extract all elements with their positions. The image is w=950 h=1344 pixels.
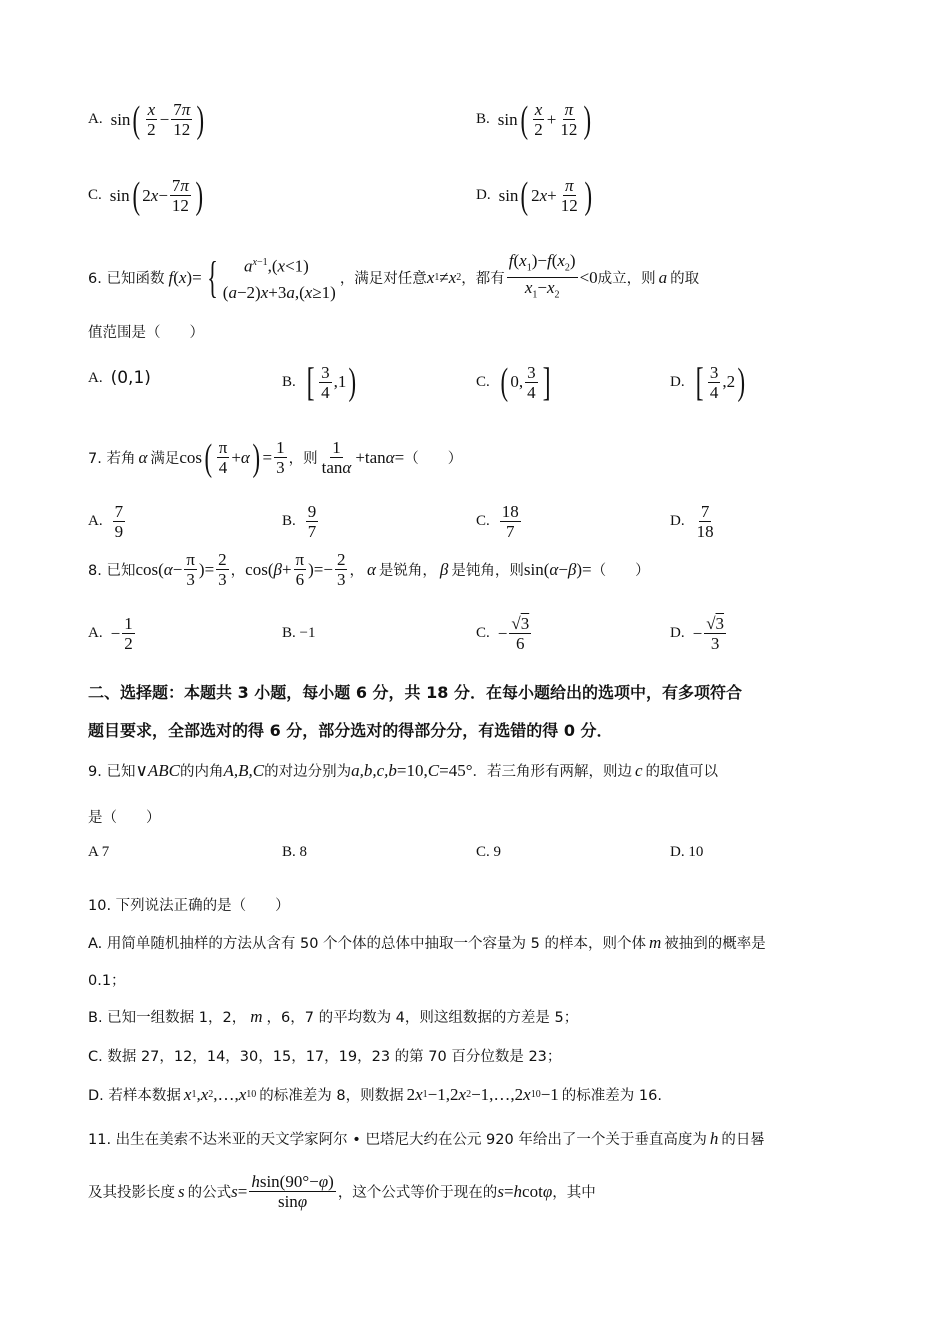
q6-stem-c: ，都有 [461,271,505,288]
q11-line1b-text: 的日晷 [721,1132,765,1148]
q5-c-expr: sin ( 2 x − $\frac{7\pi}{12}$ ) [109,174,204,217]
q7-a-num: 7 [114,502,124,521]
q9-option-a[interactable] [88,844,109,861]
q7-stem [88,438,462,477]
q11-line2b-text: 的公式 [187,1185,232,1201]
q6-stem-d: 成立，则 [597,271,656,288]
q7-option-c[interactable] [476,502,523,541]
q10-d-transformed: 2 x 1 −1,2 x 2 −1,…,2 x 10 −1 [406,1084,559,1104]
q8-stem-a: 8. 已知 [88,563,136,579]
q6-c-expr: ( 0, $\frac{3}{4}$ ] [500,359,551,404]
q9-stem-c: 的对边分别为 [264,764,352,780]
q7-option-a[interactable] [88,502,127,541]
option-label: A. [88,111,103,127]
q6-stem-line2 [88,321,204,342]
q6-a-expr: (0,1) [110,368,151,388]
q10-d-part3: 的标准差为 16. [561,1088,662,1104]
q9-stem-e: 的取值可以 [645,764,719,780]
q7-condition: cos ( $\frac{\pi}{4}$ + α ) = $\frac{1}{3}$ [179,436,285,479]
q6-var-a: a [658,267,668,287]
q6-condition: x 1 ≠ x 2 [426,267,462,287]
q10-option-d[interactable] [88,1084,662,1105]
option-label: B. [476,111,490,127]
q7-c-num: 18 [501,502,519,521]
section2-heading-line1 [88,680,742,703]
q9-stem-d: ．若三角形有两解，则边 [472,764,632,780]
q11-line2a-text: 及其投影长度 [88,1185,175,1201]
q8-alpha: α [366,559,376,579]
q11-line1 [88,1128,765,1149]
q9-triangle: ∨ ABC [135,760,181,780]
option-label: C. [476,625,490,641]
q10-a-part2: 被抽到的概率是 [664,936,766,952]
option-label: A 7 [88,844,110,860]
q8-option-d[interactable] [670,614,728,653]
q5-option-a[interactable] [88,100,207,139]
option-label: C. [476,513,490,529]
q11-formula: s = $\frac{hsin(90^\circ-\varphi)}{\sin\varphi}$ [231,1172,334,1211]
q5-option-d[interactable] [476,176,594,215]
q6-b-expr: [ $\frac{3}{4}$ ,1 ) [306,359,357,404]
option-label: C. [88,187,102,203]
q6-stem-e: 的取 [670,271,700,288]
q10-d-part2: 的标准差为 8，则数据 [259,1088,404,1104]
q11-line2 [88,1172,596,1211]
q6-function-def: f ( x )= { $a^{x-1},(x<1)$ (a−2)x+3a,(x≥1) [168,252,336,302]
q7-option-b[interactable] [282,502,320,541]
q8-stem-b: ， [230,563,246,579]
q9-stem [88,760,718,781]
option-label: C. [476,373,490,390]
q5-option-b[interactable] [476,100,594,139]
q6-inequality: $\frac{f(x_1)-f(x_2)}{x_1-x_2}$ <0 [508,250,598,301]
q10-option-a[interactable] [88,932,766,953]
q6-d-expr: [ $\frac{3}{4}$ ,2 ) [695,359,746,404]
q5-a-expr: sin ( $\frac{x}{2}$ − $\frac{7\pi}{12}$ ) [110,98,205,141]
q9-option-b[interactable] [282,844,307,861]
q10-stem-text: 10. 下列说法正确的是（ ） [88,898,290,914]
q7-stem-a: 7. 若角 [88,451,136,467]
q7-d-num: 7 [700,502,710,521]
q11-var-s: s [178,1181,185,1201]
q11-line2c-text: ，这个公式等价于现在的 [337,1185,498,1201]
q5-d-expr: sin ( 2 x + $\frac{\pi}{12}$ ) [498,174,592,217]
q8-c-expr: − $\frac{√3}{6}$ [497,614,530,653]
q8-stem-d: 是锐角， [378,563,437,579]
q10-a-part3: 0.1； [88,973,126,989]
q8-option-a[interactable] [88,614,137,653]
option-label: D. [670,373,685,390]
q7-stem-c: ，则 [288,451,318,467]
q10-b-var-m: m [250,1006,263,1026]
q10-option-a-cont [88,969,126,990]
q8-a-expr: − $\frac{1}{2}$ [110,614,133,653]
q10-option-b[interactable] [88,1006,578,1027]
q10-c-text: C. 数据 27，12，14，30，15，17，19，23 的第 70 百分位数是 23； [88,1049,562,1065]
option-label: D. 10 [670,844,704,860]
section2-heading-line2 [88,718,613,741]
q8-stem [88,550,650,589]
q11-line2d-text: ，其中 [552,1185,596,1201]
q9-stem-line2-text: 是（ ） [88,810,161,826]
q7-expression: $\frac{1}{\tan\alpha}$ +tan α = [321,438,405,477]
q11-var-h: h [709,1128,719,1148]
q6-stem-b: ，满足对任意 [339,271,427,288]
q8-stem-c: ， [349,563,364,579]
q11-modern-formula: s = h cot φ [497,1181,553,1201]
q9-stem-b: 的内角 [180,764,224,780]
q10-stem [88,894,290,915]
q7-b-den: 7 [307,522,317,541]
q8-stem-e: 是钝角，则 [451,563,524,579]
q10-d-part1: D. 若样本数据 [88,1088,181,1104]
q6-option-d[interactable] [670,359,748,404]
q11-line1-text: 11. 出生在美索不达米亚的天文学家阿尔 • 巴塔尼大约在公元 920 年给出了一个关于垂直高度为 [88,1132,707,1148]
q9-var-c: c [635,760,643,780]
q6-option-a[interactable] [88,368,151,388]
q5-option-c[interactable] [88,176,206,215]
q9-stem-line2 [88,806,161,827]
q8-target: sin( α − β )= [523,559,592,579]
q8-cond1: cos( α − $\frac{\pi}{3}$ )= $\frac{2}{3}$ [135,550,227,589]
q8-stem-f: （ ） [591,563,650,579]
q5-b-expr: sin ( $\frac{x}{2}$ + $\frac{\pi}{12}$ ) [497,98,592,141]
q10-d-sample: x 1 , x 2 ,…, x 10 [183,1084,257,1104]
q6-option-c[interactable] [476,359,553,404]
q10-option-c[interactable] [88,1045,561,1066]
q7-stem-b: 满足 [150,451,180,467]
option-label: B. [282,373,296,390]
q7-a-den: 9 [114,522,124,541]
q7-stem-d: （ ） [404,451,463,467]
q9-angles: A,B,C [223,760,265,780]
option-label: C. 9 [476,844,502,860]
q8-option-b[interactable] [282,625,315,642]
option-label: D. [476,187,491,203]
q10-b-part2: ，6，7 的平均数为 4，则这组数据的方差是 5； [266,1010,579,1026]
q6-stem [88,250,699,306]
q7-c-den: 7 [506,522,515,541]
option-label: A. [88,625,103,641]
option-label: B. [282,513,296,529]
option-label: D. [670,625,685,641]
option-label: A. [88,513,103,529]
section2-line2-text: 题目要求，全部选对的得 6 分，部分选对的得部分分，有选错的得 0 分． [88,721,613,740]
q10-a-part1: A. 用简单随机抽样的方法从含有 50 个个体的总体中抽取一个容量为 5 的样本，则个体 [88,936,646,952]
q10-b-part1: B. 已知一组数据 1，2， [88,1010,247,1026]
q6-stem-a: 6. 已知函数 [88,271,165,288]
q9-option-c[interactable] [476,844,501,861]
option-label: A. [88,369,103,386]
q7-alpha: α [138,447,148,467]
q8-cond2: cos( β + $\frac{\pi}{6}$ )=− $\frac{2}{3}$ [245,550,346,589]
section2-line1-text: 二、选择题：本题共 3 小题，每小题 6 分，共 18 分．在每小题给出的选项中，有多项符合 [88,683,742,702]
q8-option-c[interactable] [476,614,533,653]
option-label: B. 8 [282,844,308,860]
q6-stem-line2-text: 值范围是（ ） [88,325,204,341]
q7-d-den: 18 [696,522,714,541]
q7-option-d[interactable] [670,502,718,541]
q9-option-d[interactable] [670,844,703,861]
q10-var-m: m [649,932,662,952]
q9-given: a,b,c,b =10, C =45° [351,760,473,780]
q6-option-b[interactable] [282,359,359,404]
q8-beta: β [439,559,449,579]
option-label: B. −1 [282,625,316,641]
q7-b-num: 9 [307,502,317,521]
q8-d-expr: − $\frac{√3}{3}$ [692,614,725,653]
q9-stem-a: 9. 已知 [88,764,136,780]
option-label: D. [670,513,685,529]
